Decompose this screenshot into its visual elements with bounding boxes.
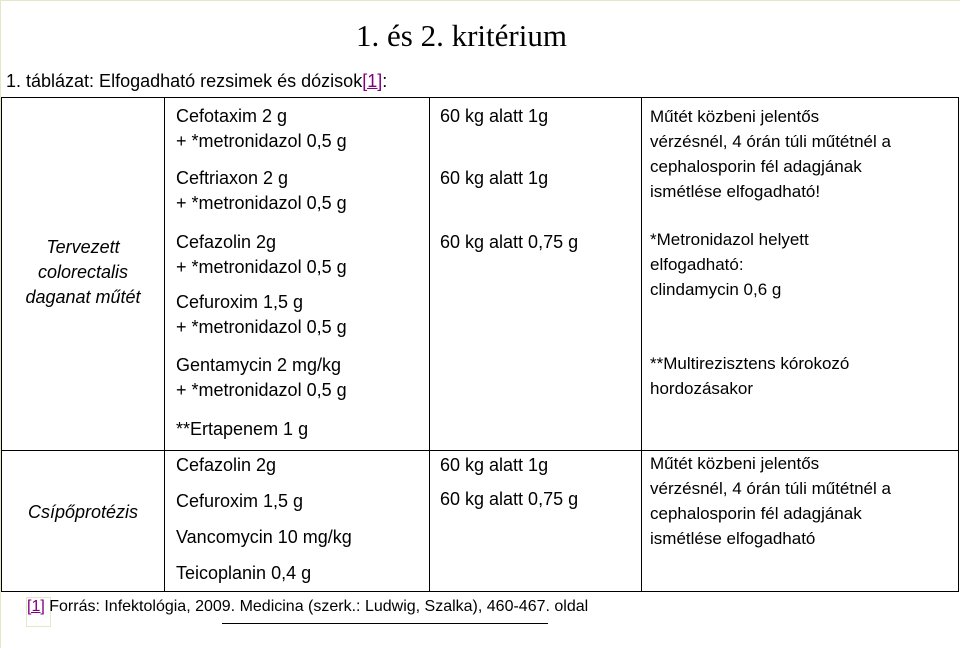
note-line: vérzésnél, 4 órán túli műtétnél a: [650, 132, 891, 151]
note-metronidazol-alternative: [650, 227, 809, 302]
regimen-cefuroxim: [176, 290, 347, 340]
regimen-ertapenem: [176, 417, 308, 442]
row-label-line: daganat műtét: [25, 287, 141, 307]
dose-cell: 60 kg alatt 1g: [440, 168, 549, 188]
regimen-ceftriaxon: [176, 166, 347, 216]
dose-cell: 60 kg alatt 0,75 g: [440, 489, 579, 509]
note-line: cephalosporin fél adagjának: [650, 504, 862, 523]
footnote: [27, 596, 588, 618]
note-line: **Multirezisztens kórokozó: [650, 354, 850, 373]
column-divider-2: [429, 97, 430, 592]
regimen-line: Cefuroxim 1,5 g: [176, 292, 304, 312]
note-line: *Metronidazol helyett: [650, 230, 809, 249]
regimen-line: Gentamycin 2 mg/kg: [176, 355, 342, 375]
row-label-colorectal: [14, 235, 152, 310]
note-line: vérzésnél, 4 órán túli műtétnél a: [650, 479, 891, 498]
caption-suffix: :: [382, 71, 388, 91]
note-bleeding-hip: [650, 451, 891, 551]
table-caption: [6, 70, 387, 92]
column-divider-3: [641, 97, 642, 592]
regimen-cefotaxim: [176, 104, 347, 154]
regimen-cefazolin-hip: Cefazolin 2g: [176, 455, 277, 475]
footnote-reference-link[interactable]: [1]: [27, 598, 45, 615]
dose-cell: 60 kg alatt 1g: [440, 455, 549, 475]
caption-text: 1. táblázat: Elfogadható rezsimek és dózisok: [6, 71, 363, 91]
note-line: Műtét közbeni jelentős: [650, 454, 820, 473]
regimen-teicoplanin: Teicoplanin 0,4 g: [176, 563, 312, 583]
regimen-line: Ceftriaxon 2 g: [176, 168, 289, 188]
note-line: ismétlése elfogadható: [650, 529, 816, 548]
regimen-line: + *metronidazol 0,5 g: [176, 131, 347, 151]
regimen-vancomycin: Vancomycin 10 mg/kg: [176, 527, 352, 547]
row-label-line: colorectalis: [37, 262, 129, 282]
regimen-line: + *metronidazol 0,5 g: [176, 193, 347, 213]
note-line: elfogadható:: [650, 255, 744, 274]
note-line: clindamycin 0,6 g: [650, 280, 782, 299]
regimen-line: + *metronidazol 0,5 g: [176, 380, 347, 400]
dose-cell: 60 kg alatt 1g: [440, 106, 549, 126]
column-divider-1: [164, 97, 165, 592]
regimen-line: **Ertapenem 1 g: [176, 419, 309, 439]
note-multiresistant: [650, 351, 849, 401]
row-label-hip-prosthesis: [14, 500, 152, 525]
note-line: Műtét közbeni jelentős: [650, 107, 820, 126]
page-title: 1. és 2. kritérium: [356, 18, 567, 53]
regimen-cefazolin: [176, 230, 347, 280]
footnote-underline: [222, 623, 548, 624]
regimen-line: Cefotaxim 2 g: [176, 106, 288, 126]
note-line: cephalosporin fél adagjának: [650, 157, 862, 176]
row-label-line: Tervezett: [46, 237, 120, 257]
footnote-text: Forrás: Infektológia, 2009. Medicina (szerk.: Ludwig, Szalka), 460-467. oldal: [44, 598, 589, 615]
note-bleeding: [650, 104, 891, 204]
regimen-cefuroxim-hip: Cefuroxim 1,5 g: [176, 491, 304, 511]
caption-reference-link[interactable]: [1]: [362, 71, 383, 91]
regimen-gentamycin: [176, 353, 347, 403]
regimen-line: Cefazolin 2g: [176, 232, 277, 252]
regimen-line: + *metronidazol 0,5 g: [176, 317, 347, 337]
note-line: hordozásakor: [650, 379, 754, 398]
dose-cell: 60 kg alatt 0,75 g: [440, 232, 579, 252]
regimen-line: + *metronidazol 0,5 g: [176, 257, 347, 277]
note-line: ismétlése elfogadható!: [650, 182, 821, 201]
row-label-line: Csípőprotézis: [27, 502, 139, 522]
